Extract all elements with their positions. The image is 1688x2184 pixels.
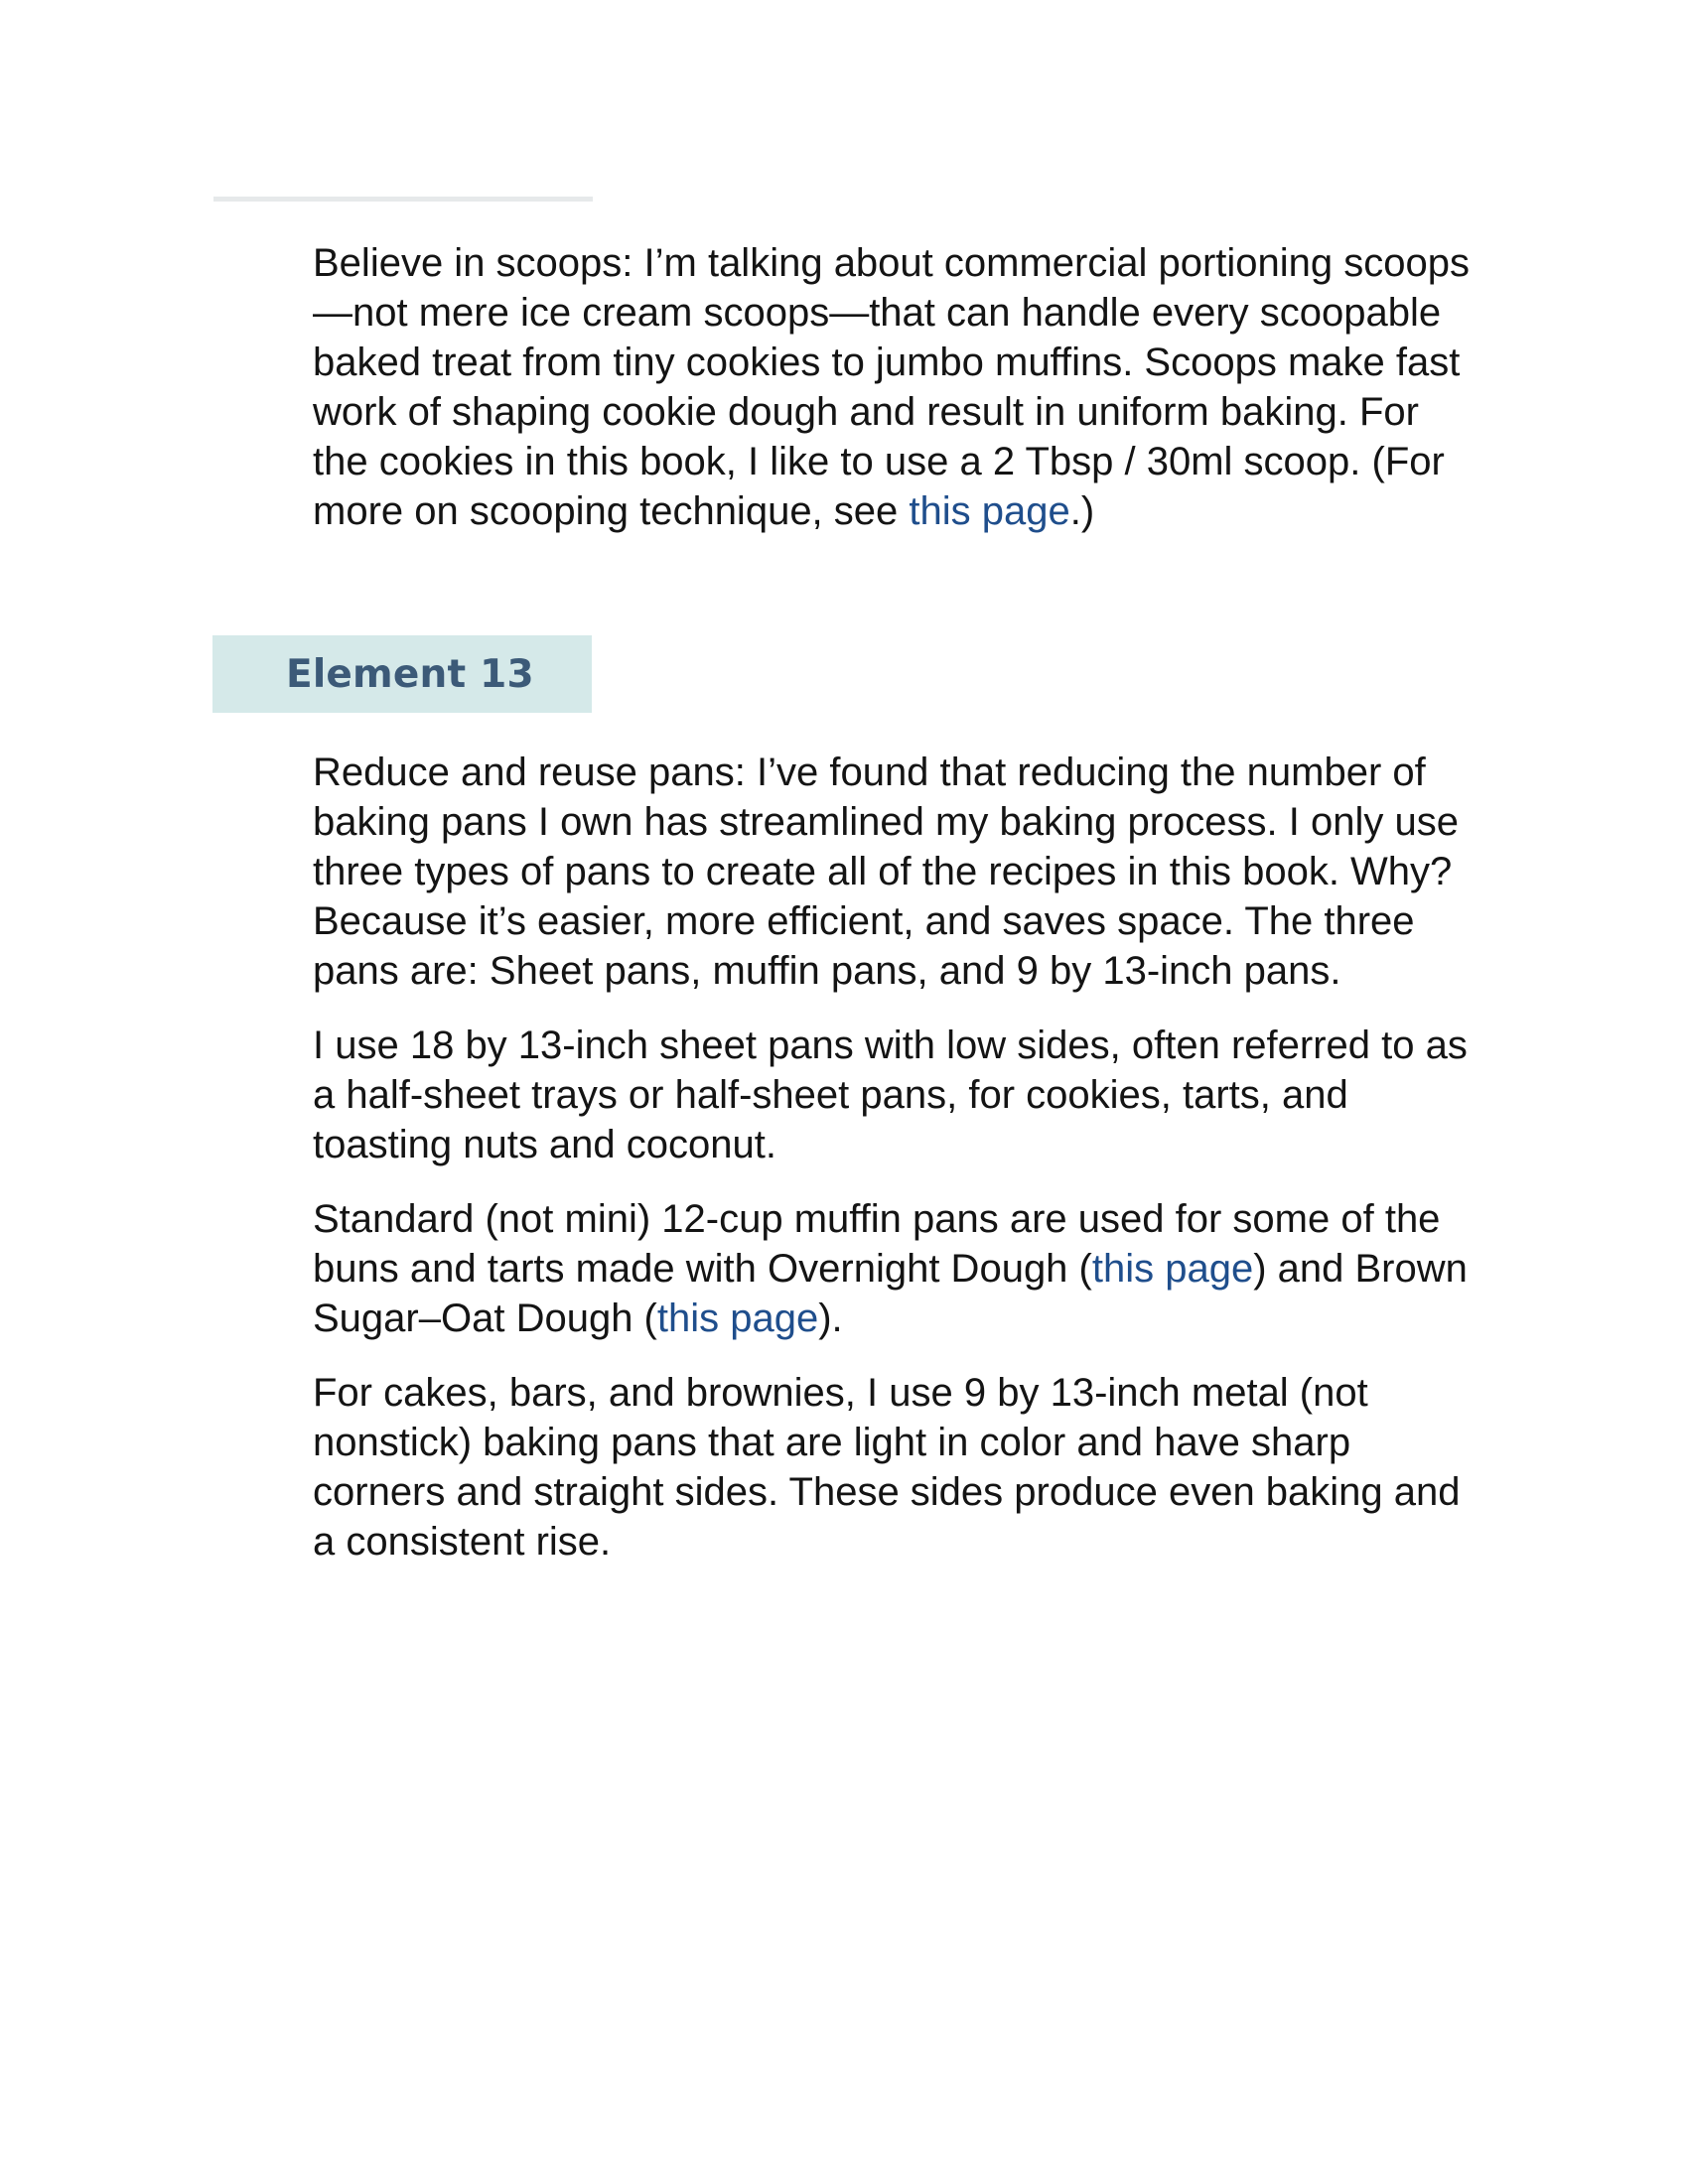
element-header-label: Element 13 (286, 651, 534, 697)
element-header (212, 635, 592, 713)
section-divider (213, 197, 593, 202)
sheet-pans-paragraph: I use 18 by 13-inch sheet pans with low sides, often referred to as a half-sheet trays or half-sheet pans, for cookies, tarts, and toasting nuts and coconut. (313, 1024, 1468, 1166)
scooping-technique-link[interactable]: this page (909, 489, 1070, 533)
cake-pans-paragraph: For cakes, bars, and brownies, I use 9 by 13-inch metal (not nonstick) baking pans that are light in color and have sharp corners and straight sides. These sides produce even baking and a consistent rise. (313, 1371, 1461, 1564)
overnight-dough-link[interactable]: this page (1091, 1247, 1254, 1291)
pans-paragraph-intro: Reduce and reuse pans: I’ve found that reducing the number of baking pans I own has streamlined my baking process. I only use three types of pans to create all of the recipes in this book. Why? Because it’s easier, more efficient, and saves space. The three pans are: Sheet pans, muffin pans, and 9 by 13-inch pans. (313, 751, 1459, 993)
scoops-paragraph-tail: .) (1069, 489, 1095, 533)
muffin-pans-text-3: ). (818, 1297, 843, 1340)
scoops-paragraph (313, 238, 1484, 536)
pans-section (313, 748, 1484, 1591)
muffin-pans-text-2: ) and Brown Sugar–Oat Dough ( (313, 1247, 1468, 1340)
scoops-section (313, 238, 1484, 561)
brown-sugar-oat-dough-link[interactable]: this page (656, 1297, 819, 1340)
muffin-pans-text-1: Standard (not mini) 12-cup muffin pans are used for some of the buns and tarts made with Overnight Dough ( (313, 1197, 1441, 1291)
scoops-paragraph-text: Believe in scoops: I’m talking about commercial portioning scoops—not mere ice cream scoops—that can handle every scoopable baked treat from tiny cookies to jumbo muffins. Scoops make fast work of shaping cookie dough and result in uniform baking. For the cookies in this book, I like to use a 2 Tbsp / 30ml scoop. (For more on scooping technique, see (313, 241, 1471, 533)
muffin-pans-paragraph (313, 1194, 1484, 1343)
